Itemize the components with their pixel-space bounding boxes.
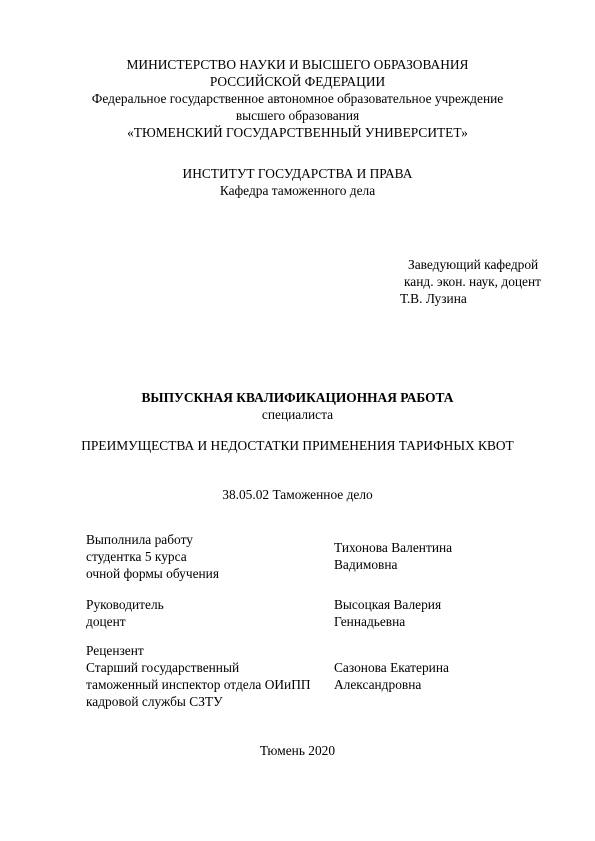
reviewer-role-line-4: кадровой службы СЗТУ: [86, 694, 223, 709]
work-title: ПРЕИМУЩЕСТВА И НЕДОСТАТКИ ПРИМЕНЕНИЯ ТАРИФНЫХ КВОТ: [81, 438, 514, 453]
institute-block: [0, 165, 595, 199]
supervisor-role: [86, 596, 336, 630]
author-role-line-2: студентка 5 курса: [86, 549, 187, 564]
author-name-line-1: Тихонова Валентина: [334, 540, 453, 555]
city-year: Тюмень 2020: [259, 743, 336, 758]
work-type: ВЫПУСКНАЯ КВАЛИФИКАЦИОННАЯ РАБОТА: [141, 390, 454, 405]
header-line-education-level: высшего образования: [235, 108, 360, 123]
header-line-university: «ТЮМЕНСКИЙ ГОСУДАРСТВЕННЫЙ УНИВЕРСИТЕТ»: [127, 125, 468, 140]
institute-name: ИНСТИТУТ ГОСУДАРСТВА И ПРАВА: [182, 166, 413, 181]
reviewer-role: [86, 642, 336, 710]
reviewer-name-line-2: Александровна: [334, 677, 422, 692]
header-line-federation: РОССИЙСКОЙ ФЕДЕРАЦИИ: [209, 74, 386, 89]
reviewer-name: [334, 659, 564, 693]
approval-name: Т.В. Лузина: [400, 291, 467, 306]
supervisor-role-line-1: Руководитель: [86, 597, 164, 612]
approval-degree: канд. экон. наук, доцент: [404, 274, 542, 289]
author-role: [86, 531, 336, 582]
reviewer-role-line-1: Рецензент: [86, 643, 144, 658]
work-level: специалиста: [261, 407, 334, 422]
specialty-code: 38.05.02 Таможенное дело: [222, 487, 373, 502]
approval-head: Заведующий кафедрой: [408, 257, 539, 272]
reviewer-name-line-1: Сазонова Екатерина: [334, 660, 449, 675]
author-name-line-2: Вадимовна: [334, 557, 398, 572]
header-line-ministry: МИНИСТЕРСТВО НАУКИ И ВЫСШЕГО ОБРАЗОВАНИЯ: [126, 57, 469, 72]
supervisor-name-line-2: Геннадьевна: [334, 614, 406, 629]
header-line-institution-type: Федеральное государственное автономное образовательное учреждение: [91, 91, 504, 106]
reviewer-role-line-2: Старший государственный: [86, 660, 240, 675]
author-name: [334, 539, 564, 573]
work-type-block: [0, 389, 595, 423]
author-role-line-1: Выполнила работу: [86, 532, 193, 547]
author-role-line-3: очной формы обучения: [86, 566, 220, 581]
supervisor-name-line-1: Высоцкая Валерия: [334, 597, 442, 612]
supervisor-name: [334, 596, 564, 630]
reviewer-role-line-3: таможенный инспектор отдела ОИиПП: [86, 677, 311, 692]
department-name: Кафедра таможенного дела: [219, 183, 376, 198]
supervisor-role-line-2: доцент: [86, 614, 126, 629]
ministry-header: [0, 56, 595, 141]
